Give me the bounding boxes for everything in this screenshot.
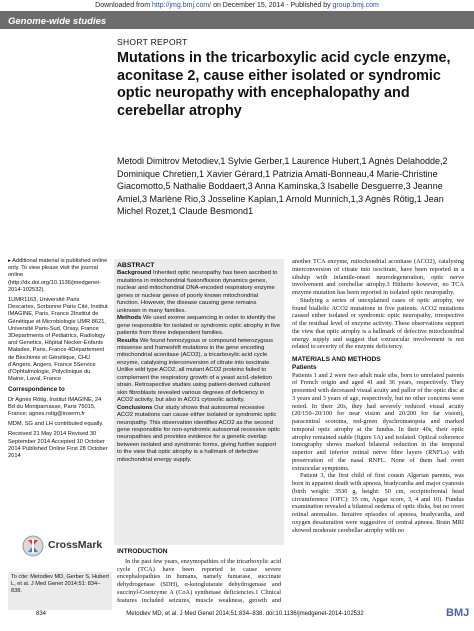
conclusions-label: Conclusions	[117, 404, 153, 411]
abstract-heading: ABSTRACT	[117, 262, 155, 269]
bmj-logo: BMJ	[446, 607, 470, 619]
results-text: We found homozygous or compound heterozygous missense and frameshift mutations in the gene encoding mitochondrial aconitase (ACO2), a tricarboxylic acid cycle enzyme, catalysing interconversion of citrate into isocitrate. Unlike wild type ACO2, all mutant ACO2 proteins failed to complement the respiratory growth of a yeast aco1-deletion strain. Retrospective studies using patient-derived cultured skin fibroblasts revealed various degrees of deficiency in ACO2 activity, but also in ACO1 cytosolic activity.	[117, 337, 274, 404]
correspondence-text: Dr Agnès Rötig, Institut IMAGINE, 24 Bd du Montparnasse, Paris 75015, France; agnes.rotig@inserm.fr	[8, 396, 102, 418]
abstract-results	[117, 338, 281, 405]
footer-citation: Metodiev MD, et al. J Med Genet 2014;51:834–838. doi:10.1136/jmedgenet-2014-102532	[126, 611, 364, 617]
page-number: 834	[36, 611, 47, 617]
supplementary-note[interactable]: ▸ Additional material is published online only. To view please visit the journal online (http://dx.doi.org/10.1136/jmedgenet-2014-102532).	[8, 258, 108, 293]
sidebar	[8, 258, 108, 463]
crossmark-badge[interactable]	[8, 533, 108, 559]
right-para-2: Studying a series of unexplained cases of optic atrophy, we found biallelic ACO2 mutations in five patients. ACO2 mutations caused either isolated or syndromic optic neuropathy, irrespective of the residual level of enzyme activity. These observations support the view that optic atrophy is a hallmark of defective mitochondrial energy supply and suggest that extraocular involvement is not related to severity of the enzyme deficiency.	[292, 296, 464, 351]
introduction	[117, 548, 281, 604]
right-para-1: another TCA enzyme, mitochondrial aconitase (ACO2), catalysing interconversion of citrate into isocitrate, have been reported in a sibship with infantile-onset neurodegeneration, optic nerve involvement and cerebellar atrophy.3 Hitherto however, no TCA enzyme mutation has been reported in isolated optic neuropathy.	[292, 258, 464, 296]
equal-contribution: MDM, SG and LH contributed equally.	[8, 421, 104, 428]
citation-text: To cite: Metodiev MD, Gerber S, Hubert L, et al. J Med Genet 2014;51: 834–838.	[11, 574, 109, 594]
download-bar	[0, 0, 474, 11]
author-list: Metodi Dimitrov Metodiev,1 Sylvie Gerber,1 Laurence Hubert,1 Agnès Delahodde,2 Dominique Chretien,1 Xavier Gérard,1 Patrizia Amati-Bonneau,4 Marie-Christine Giacomotto,5 Nathalie Boddaert,3 Anna Kaminska,3 Isabelle Desguerre,3 Jeanne Amiel,3 Marlène Rio,3 Josseline Kaplan,1 Arnold Munnich,1,3 Agnès Rötig,1 Jean Michel Rozet,1 Claude Besmond1	[117, 156, 448, 217]
correspondence-heading: Correspondence to	[8, 386, 65, 394]
affiliations: 1UMR1163, Université Paris Descartes, Sorbonne Paris Cité, Institut IMAGINE, Paris, France 2Institut de Génétique et Microbiologie UMR 8621, Université Paris-Sud, Orsay, France 3Departments of Pediatrics, Radiology and Genetics, Hôpital Necker-Enfants Malades, Paris, France 4Département de Biochimie et Génétique, CHU d'Angers, Angers, France 5Service d'Ophtalmologie, Polyclinique du Maine, Laval, France	[8, 297, 108, 383]
intro-text: In the past few years, enzymopathies of the tricarboxylic acid cycle (TCA) have been reported to cause severe encephalopathies in humans, namely fumarase, succinate dehydrogenase (SDH), α-ketoglutarate dehydrogenase and succinyl-Coenzyme A (CoA) synthetase deficiencies.1 Clinical features included seizures, muscle weakness, growth and	[117, 557, 281, 604]
abstract-methods	[117, 315, 281, 337]
section-label: Genome-wide studies	[8, 16, 107, 27]
results-label: Results	[117, 337, 139, 344]
methods-text: We used exome sequencing in order to identify the gene responsible for isolated or syndromic optic atrophy in five patients from three independent families.	[117, 315, 281, 337]
conclusions-text: Our study shows that autosomal recessive ACO2 mutations can cause either isolated or syndromic optic neuropathy. This observation identifies ACO2 as the second gene responsible for non-syndromic autosomal recessive optic neuropathies and provides evidence for a genetic overlap between isolated and syndromic forms, giving further support to the view that optic atrophy is a hallmark of defective mitochondrial energy supply.	[117, 404, 281, 463]
abstract-background	[117, 270, 281, 315]
article-title: Mutations in the tricarboxylic acid cycle enzyme, aconitase 2, cause either isolated or syndromic optic neuropathy with encephalopathy and cerebellar atrophy	[117, 50, 451, 119]
download-middle: on December 15, 2014 - Published by	[211, 2, 333, 9]
crossmark-icon	[22, 535, 44, 557]
crossmark-label: CrossMark	[48, 539, 103, 551]
group-link[interactable]: group.bmj.com	[332, 2, 379, 9]
journal-link[interactable]: http://jmg.bmj.com/	[151, 2, 212, 9]
abstract	[117, 262, 281, 464]
methods-heading: MATERIALS AND METHODS	[292, 356, 381, 363]
article-type: SHORT REPORT	[117, 37, 188, 47]
right-para-4: Patient 3, the first child of first cousin Algerian parents, was born in apparent death with apnoea, bradycardia and major cyanosis (birth weight: 3530 g, height: 50 cm, occipitofrontal head circumference (OFC): 35 cm, Apgar score, 3, 4 and 10). Fundus examination revealed a bilateral oedema of optic disks, but no overt retinal anomalies. Iterative episodes of apnoea, bradycardia, and oxygen desaturation were suggestive of central apnoea. Brain MRI showed moderate cerebellar atrophy with no	[292, 472, 464, 534]
patients-heading: Patients	[292, 363, 317, 371]
article-dates: Received 21 May 2014 Revised 30 September 2014 Accepted 10 October 2014 Published Online First 28 October 2014	[8, 431, 108, 460]
section-banner	[0, 11, 474, 29]
intro-heading: INTRODUCTION	[117, 548, 168, 555]
methods-label: Methods	[117, 315, 142, 322]
abstract-conclusions	[117, 405, 281, 465]
background-label: Background	[117, 270, 152, 277]
background-text: Inherited optic neuropathy has been ascribed to mutations in mitochondrial fusion/fission dynamics genes, nuclear and mitochondrial DNA-encoded respiratory enzyme genes or nuclear genes of poorly known mitochondrial function. However, the disease causing gene remains unknown in many families.	[117, 270, 278, 314]
right-column	[292, 258, 464, 604]
page-footer	[0, 606, 474, 626]
download-prefix: Downloaded from	[95, 2, 152, 9]
right-para-3: Patients 1 and 2 were two adult male sibs, born to unrelated parents of French origin and aged 41 and 36 years, respectively. They presented with decreased visual acuity and pallor of the optic disc at 3 years and 3 years of age, respectively, but no other concerns were noted. In their 20s, they had severely reduced visual acuity (20/150–20/100 for near vision and 20/200 for far vision), paracentral scotoma, red-green dyschromatopsia and marked temporal optic atrophy at the fundus. In their 40s, their optic atrophy remained stable (figure 1A) and isolated. Optical coherence tomography shows marked bilateral reduction in the temporal superior and inferior retinal nerve fibre layers (RNFLs) with preservation of the nasal RNFL. None of them had overt extraocular symptoms.	[292, 371, 464, 472]
citation-box	[8, 572, 112, 610]
